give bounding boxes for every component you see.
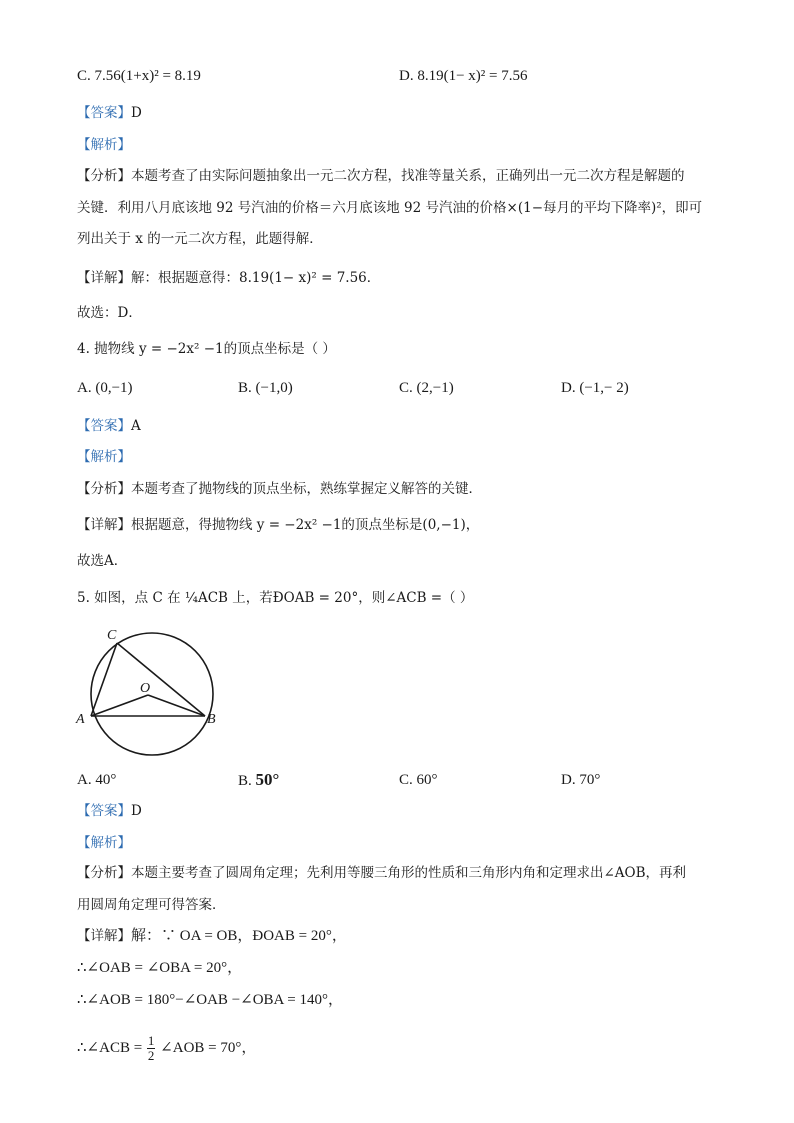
detail-tag: 【详解】 bbox=[77, 517, 131, 533]
fenxi-tag: 【分析】 bbox=[77, 168, 131, 184]
q5-detail-text-1: 解：∵ OA = OB，ÐOAB = 20°， bbox=[131, 928, 347, 944]
q5-detail-line-3: ∴∠AOB = 180°−∠OAB −∠OBA = 140°， bbox=[77, 992, 344, 1008]
detail-tag: 【详解】 bbox=[77, 928, 131, 944]
q4-option-b: B. (−1,0) bbox=[238, 380, 293, 396]
q5-option-d: D. 70° bbox=[561, 772, 601, 788]
q5-detail-line-4 bbox=[77, 1032, 256, 1064]
q3-fenxi-line-3: 列出关于 x 的一元二次方程，此题得解． bbox=[77, 231, 323, 247]
q3-analysis-tag: 【解析】 bbox=[77, 137, 131, 153]
q5-detail-4-pre: ∴∠ACB = bbox=[77, 1040, 143, 1056]
answer-tag: 【答案】 bbox=[77, 803, 131, 819]
q5-fenxi-text-1: 本题主要考查了圆周角定理；先利用等腰三角形的性质和三角形内角和定理求出∠AOB，再利 bbox=[131, 865, 687, 881]
q3-choose: 故选：D． bbox=[77, 305, 142, 321]
q5-option-b-letter: B. bbox=[238, 773, 252, 789]
circle bbox=[91, 633, 213, 755]
q5-detail-4-post: ∠AOB = 70°， bbox=[160, 1040, 257, 1056]
q5-option-a: A. 40° bbox=[77, 772, 117, 788]
segment-cb bbox=[117, 643, 205, 716]
segment-ob bbox=[148, 695, 205, 716]
q3-answer: D bbox=[131, 105, 142, 121]
q5-fenxi-line-1 bbox=[77, 863, 686, 883]
q4-detail-text: 根据题意，得抛物线 y = −2x² −1的顶点坐标是(0,−1)， bbox=[131, 517, 480, 533]
label-a: A bbox=[76, 712, 85, 727]
q5-answer: D bbox=[131, 803, 142, 819]
label-c: C bbox=[107, 628, 117, 643]
q3-answer-line bbox=[77, 103, 142, 123]
q4-option-a: A. (0,−1) bbox=[77, 380, 133, 396]
q4-fenxi-text: 本题考查了抛物线的顶点坐标，熟练掌握定义解答的关键． bbox=[131, 481, 482, 497]
q4-option-c: C. (2,−1) bbox=[399, 380, 454, 396]
q4-option-d: D. (−1,− 2) bbox=[561, 380, 629, 396]
label-o: O bbox=[140, 681, 151, 696]
segment-ca bbox=[91, 643, 117, 716]
label-b: B bbox=[207, 712, 216, 727]
q5-option-c: C. 60° bbox=[399, 772, 438, 788]
fraction-numerator: 1 bbox=[147, 1033, 155, 1049]
fraction-half bbox=[147, 1034, 156, 1063]
q4-analysis-tag: 【解析】 bbox=[77, 449, 131, 465]
q4-answer: A bbox=[131, 418, 141, 434]
answer-tag: 【答案】 bbox=[77, 105, 131, 121]
q4-choose: 故选A． bbox=[77, 553, 128, 569]
q5-answer-line bbox=[77, 801, 142, 821]
q5-option-b-value: 50° bbox=[255, 770, 280, 789]
detail-tag: 【详解】 bbox=[77, 270, 131, 286]
q5-fenxi-line-2: 用圆周角定理可得答案． bbox=[77, 897, 226, 913]
q5-stem: 5. 如图，点 C 在 ¼ACB 上，若ÐOAB = 20°，则∠ACB =（ ） bbox=[77, 590, 474, 606]
q5-option-b bbox=[238, 770, 279, 791]
q3-fenxi-line-2: 关键．利用八月底该地 92 号汽油的价格＝六月底该地 92 号汽油的价格×(1−每月的平均下降率)²，即可 bbox=[77, 200, 703, 216]
circle-figure bbox=[70, 625, 230, 765]
q4-fenxi-line bbox=[77, 479, 482, 499]
q5-detail-line-2: ∴∠OAB = ∠OBA = 20°， bbox=[77, 960, 243, 976]
fenxi-tag: 【分析】 bbox=[77, 865, 131, 881]
q3-option-d: D. 8.19(1− x)² = 7.56 bbox=[399, 68, 528, 84]
answer-tag: 【答案】 bbox=[77, 418, 131, 434]
q3-detail-line bbox=[77, 268, 380, 288]
fraction-denominator: 2 bbox=[147, 1048, 155, 1064]
segment-oa bbox=[91, 695, 148, 716]
q3-fenxi-text-1: 本题考查了由实际问题抽象出一元二次方程，找准等量关系，正确列出一元二次方程是解题的 bbox=[131, 168, 685, 184]
q4-stem: 4. 抛物线 y = −2x² −1的顶点坐标是（ ） bbox=[77, 341, 336, 357]
q3-option-c: C. 7.56(1+x)² = 8.19 bbox=[77, 68, 201, 84]
q3-detail-text: 解：根据题意得：8.19(1− x)² = 7.56． bbox=[131, 270, 381, 286]
fenxi-tag: 【分析】 bbox=[77, 481, 131, 497]
q5-analysis-tag: 【解析】 bbox=[77, 835, 131, 851]
q4-detail-line bbox=[77, 515, 479, 535]
q4-answer-line bbox=[77, 416, 141, 436]
q3-fenxi-line-1 bbox=[77, 166, 685, 186]
q5-detail-line-1 bbox=[77, 926, 347, 946]
